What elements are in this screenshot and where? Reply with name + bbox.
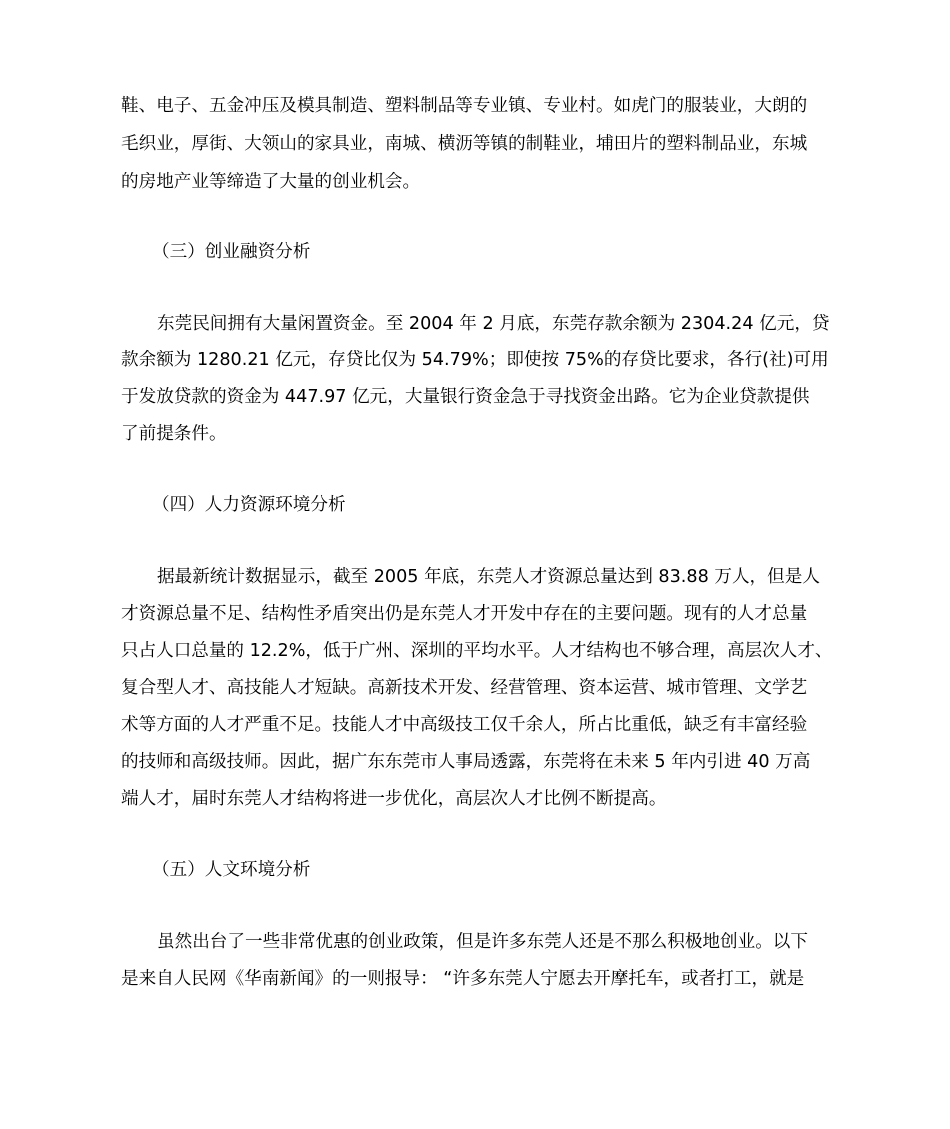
paragraph-line: 的技师和高级技师。因此，据广东东莞市人事局透露，东莞将在未来 5 年内引进 40 万高: [121, 752, 811, 772]
paragraph-line: 才资源总量不足、结构性矛盾突出仍是东莞人才开发中存在的主要问题。现有的人才总量: [121, 604, 808, 624]
paragraph-line: 只占人口总量的 12.2%，低于广州、深圳的平均水平。人才结构也不够合理，高层次人才、: [121, 641, 833, 661]
paragraph-line: 术等方面的人才严重不足。技能人才中高级技工仅千余人，所占比重低，缺乏有丰富经验: [121, 715, 808, 735]
paragraph-line: 的房地产业等缔造了大量的创业机会。: [121, 172, 421, 192]
paragraph-line: 端人才，届时东莞人才结构将进一步优化，高层次人才比例不断提高。: [121, 789, 667, 809]
section-heading: （五）人文环境分析: [152, 860, 311, 880]
section-heading: （四）人力资源环境分析: [152, 495, 346, 515]
section-heading: （三）创业融资分析: [152, 242, 311, 262]
paragraph-line: 毛织业，厚街、大领山的家具业，南城、横沥等镇的制鞋业，埔田片的塑料制品业，东城: [121, 134, 808, 154]
paragraph-line: 据最新统计数据显示，截至 2005 年底，东莞人才资源总量达到 83.88 万人，但是人: [157, 567, 820, 587]
paragraph-line: 复合型人才、高技能人才短缺。高新技术开发、经营管理、资本运营、城市管理、文学艺: [121, 678, 808, 698]
paragraph-line: 东莞民间拥有大量闲置资金。至 2004 年 2 月底，东莞存款余额为 2304.24 亿元，贷: [157, 314, 830, 334]
paragraph-line: 虽然出台了一些非常优惠的创业政策，但是许多东莞人还是不那么积极地创业。以下: [157, 932, 808, 952]
paragraph-line: 款余额为 1280.21 亿元，存贷比仅为 54.79%；即使按 75%的存贷比要求，各行(社)可用: [121, 350, 829, 370]
paragraph-line: 鞋、电子、五金冲压及模具制造、塑料制品等专业镇、专业村。如虎门的服装业，大朗的: [121, 96, 808, 116]
paragraph-line: 是来自人民网《华南新闻》的一则报导： “许多东莞人宁愿去开摩托车，或者打工，就是: [121, 969, 805, 989]
paragraph-line: 了前提条件。: [121, 424, 227, 444]
paragraph-line: 于发放贷款的资金为 447.97 亿元，大量银行资金急于寻找资金出路。它为企业贷款提供: [121, 387, 810, 407]
